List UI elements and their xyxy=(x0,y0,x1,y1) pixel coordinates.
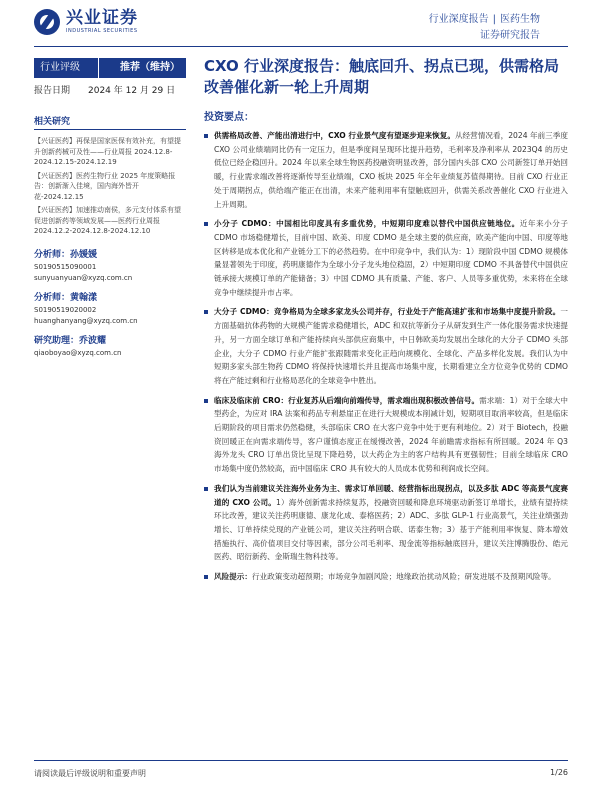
key-point xyxy=(204,217,568,299)
sidebar xyxy=(34,58,186,359)
analyst-block xyxy=(34,292,186,327)
risk-label: 风险提示： xyxy=(214,572,252,582)
footer-disclaimer: 请阅读最后评级说明和重要声明 xyxy=(34,769,146,778)
logo-en-text: INDUSTRIAL SECURITIES xyxy=(66,28,138,34)
footer-divider xyxy=(34,760,568,761)
report-date xyxy=(34,84,186,98)
related-research-title: 相关研究 xyxy=(34,114,186,130)
related-report-link[interactable]: 【兴证医药】加速推动南侯，多元支付体系有望促进创新药等领域发展——医药行业周报 2024.12.2-2024.12.8-2024.12.10 xyxy=(34,206,181,235)
related-report-link[interactable]: 【兴证医药】医药生物行业 2025 年度策略报告：创新渐入佳境，国内海外皆开花-2024.12.15 xyxy=(34,171,176,201)
key-point-text: 需求端：1）对于全球大中型药企，为应对 IRA 法案和药品专利悬崖正在进行大规模成本削减计划，短期项目取消率较高，但是临床后期阶段的项目需求仍然稳健，头部临床 CRO 在大客户竞争中处于更有利地位。2）对于 Biotech，投融资回暖正在向需求端传导，客户谨慎态度正在缓慢改善，2024 年前瞻需求指标有所回暖。2024 年 Q3 海外龙头 CRO 订单出货比呈现下降趋势，以大药企为主的客户结构具有更强韧性；目前全球临床 CRO 市场集中度仍然较高，而中国临床 CRO 具有较大的人员成本优势和利润成长空间。 xyxy=(214,395,568,474)
key-point-text: 从经营情况看，2024 年前三季度 CXO 公司业绩端同比仍有一定压力，但是季度间呈现环比提升趋势，毛利率及净利率从 2023Q4 的历史低位已经企稳回升。2024 年以来全球生物医药投融资明显改善，部分国内头部 CXO 公司新签订单开始回暖，行业需求端改善将逐渐传导至业绩端，CXO 板块 2025 年全年业绩复苏值得期待。目前 CXO 行业正处于周期拐点，供给端产能正在出清，未来产能利用率有望触底回升，供需关系改善催化 CXO 行业进入上升周期。 xyxy=(214,131,568,209)
header-report-info: 行业深度报告 | 医药生物 证券研究报告 xyxy=(429,12,540,44)
analyst-email[interactable]: huanghanyang@xyzq.com.cn xyxy=(34,316,138,325)
rating-label: 行业评级 xyxy=(34,58,98,78)
logo-cn-text: 兴业证券 xyxy=(66,8,138,28)
key-point-heading: 我们认为当前建议关注海外业务为主、需求订单回暖、经营指标出现拐点，以及多肽 ADC 等高景气度赛道的 CXO 公司。 xyxy=(214,483,568,507)
key-point-text: 近年来小分子 CDMO 市场稳健增长，目前中国、欧美、印度 CDMO 是全球主要的供应商，欧美产能向中国、印度等地区转移是成本优化和产业链分工下的必然趋势。在中印竞争中，我们认为：1）现阶段中国 CDMO 规模体量显著领先于印度，药明康德作为全球小分子龙头地位稳固，2）中短期印度 CDMO 不具备替代中国供应链承接大规模订单的产能储备；3）中国 CDMO 具有质量、产能、客户、人员等多重优势，未来将在全球竞争中继续提升市占率。 xyxy=(214,219,569,297)
key-point xyxy=(204,305,568,387)
main-content xyxy=(204,56,568,584)
key-point-heading: 供需格局改善、产能出清进行中，CXO 行业景气度有望逐步迎来恢复。 xyxy=(214,131,455,140)
analyst-block xyxy=(34,335,186,359)
analyst-cert: S0190519020002 xyxy=(34,305,97,314)
logo-icon xyxy=(34,9,60,35)
research-assistant-name: 研究助理：乔波耀 xyxy=(34,335,107,346)
related-report-link[interactable]: 【兴证医药】再保是国家医保有效补充，有望提升创新药械可及性——行业周报 2024.12.8-2024.12.15-2024.12.19 xyxy=(34,137,181,166)
analyst-name: 分析师：孙媛媛 xyxy=(34,249,98,260)
key-point-heading: 小分子 CDMO：中国相比印度具有多重优势，中短期印度难以替代中国供应链地位。 xyxy=(214,219,520,229)
key-point-heading: 大分子 CDMO：竞争格局为全球多家龙头公司并存，行业处于产能高速扩张和市场集中度提升阶段。 xyxy=(214,307,561,317)
analyst-email[interactable]: sunyuanyuan@xyzq.com.cn xyxy=(34,273,133,282)
report-type: 行业深度报告 xyxy=(428,14,489,25)
analyst-name: 分析师：黄翰漾 xyxy=(34,292,98,303)
company-logo xyxy=(34,9,138,35)
report-title: CXO 行业深度报告：触底回升、拐点已现，供需格局改善催化新一轮上升周期 xyxy=(204,57,560,96)
header-divider xyxy=(34,46,568,47)
key-point xyxy=(204,482,568,564)
analyst-block xyxy=(34,249,186,284)
page-number: 1/26 xyxy=(550,768,568,777)
date-value: 2024 年 12 月 29 日 xyxy=(88,86,176,96)
report-series: 证券研究报告 xyxy=(480,30,540,41)
industry-name: 医药生物 xyxy=(500,14,540,25)
key-point-heading: 临床及临床前 CRO：行业复苏从后端向前端传导，需求端出现积极改善信号。 xyxy=(214,395,480,405)
key-point-text: 一方面基础抗体药物的大规模产能需求稳健增长，ADC 和双抗等新分子从研发到生产一体化服务需求快速提升，另一方面全球订单和产能持续向头部供应商集中，中日韩欧美均发展出全球化的大分子 CDMO 头部企业，大分子 CDMO 行业产能扩张跟随需求变化正趋向规模化、全球化、产品多样化发展。我们认为中短期多家头部生物药 CDMO 将保持快速增长并且提高市场集中度，长期看建立全方位竞争优势的 CDMO 将在产能过剩和行业格局恶化的全球竞争中胜出。 xyxy=(214,307,568,385)
analyst-email[interactable]: qiaoboyao@xyzq.com.cn xyxy=(34,348,122,357)
key-point xyxy=(204,129,568,211)
key-points-title: 投资要点： xyxy=(204,112,254,123)
analyst-cert: S0190515090001 xyxy=(34,262,97,271)
industry-rating xyxy=(34,58,186,78)
risk-warning xyxy=(204,570,568,584)
key-point-text: 1）海外创新需求持续复苏，投融资回暖和降息环境驱动新签订单增长，业绩有望持续环比改善，建议关注药明康德、康龙化成、泰格医药；2）ADC、多肽 GLP-1 行业高景气，关注业绩强劲增长、订单持续兑现的产业链公司，建议关注药明合联、诺泰生物；3）基于产能利用率恢复、降本增效措施执行、高价值项目交付等因素，部分公司毛利率、现金流等指标触底回升，建议关注博腾股份、皓元医药、昭衍新药、金斯瑞生物科技等。 xyxy=(214,497,569,562)
date-label: 报告日期 xyxy=(34,86,71,96)
page-header xyxy=(0,0,600,46)
risk-text: 行业政策变动超预期；市场竞争加剧风险；地缘政治扰动风险；研发进展不及预期风险等。 xyxy=(251,572,556,582)
key-point xyxy=(204,394,568,476)
rating-value: 推荐（维持） xyxy=(98,58,186,78)
